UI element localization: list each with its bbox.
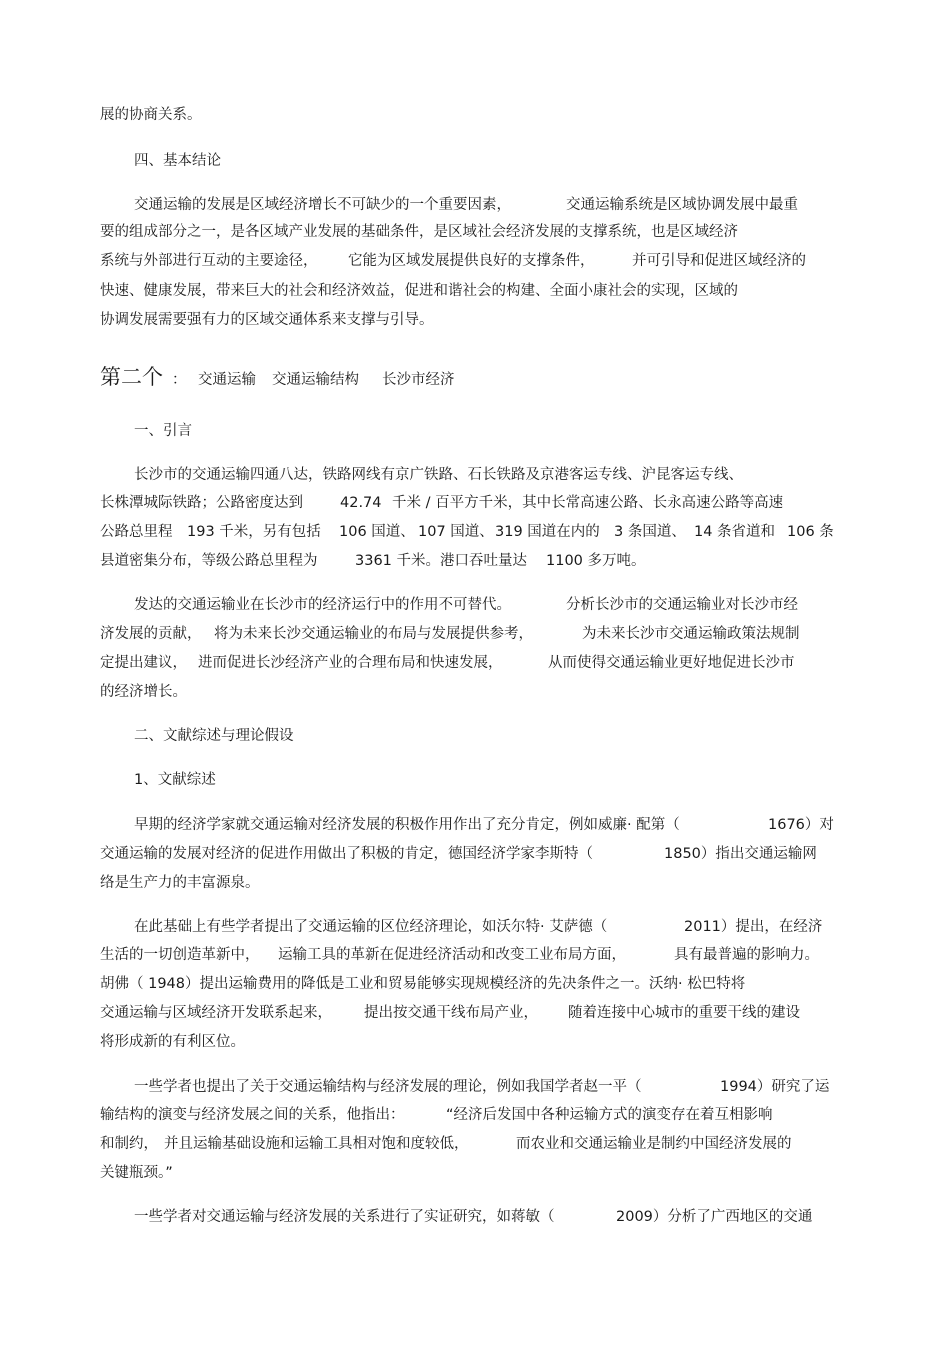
text-segment: 具有最普遍的影响力。 [674, 947, 819, 963]
text-segment: 一些学者也提出了关于交通运输结构与经济发展的理论，例如我国学者赵一平（ [134, 1079, 642, 1095]
text-segment: 319 国道在内的 [495, 524, 600, 540]
text-segment: 随着连接中心城市的重要干线的建设 [568, 1005, 800, 1021]
text-segment: “经济后发国中各种运输方式的演变存在着互相影响 [446, 1107, 773, 1123]
keyword: 交通运输 [198, 372, 256, 388]
keyword: 长沙市经济 [382, 372, 455, 388]
text-segment: 定提出建议， [100, 655, 187, 671]
text-segment: 为未来长沙市交通运输政策法规制 [582, 626, 800, 642]
text-segment: 长株潭城际铁路；公路密度达到 [100, 495, 303, 511]
text-segment: 提出按交通干线布局产业， [364, 1005, 538, 1021]
keyword: 交通运输结构 [272, 372, 359, 388]
text-segment: 千米 / 百平方千米，其中长常高速公路、长永高速公路等高速 [392, 495, 784, 511]
text-segment: 2009）分析了广西地区的交通 [616, 1209, 813, 1225]
text-segment: 进而促进长沙经济产业的合理布局和快速发展， [198, 655, 503, 671]
text-segment: 协调发展需要强有力的区域交通体系来支撑与引导。 [100, 312, 434, 328]
text-segment: 3361 千米。港口吞吐量达 [355, 553, 528, 569]
text-segment: 193 千米，另有包括 [187, 524, 321, 540]
text-segment: 早期的经济学家就交通运输对经济发展的积极作用作出了充分肯定，例如威廉· 配第（ [134, 817, 680, 833]
text-segment: 络是生产力的丰富源泉。 [100, 875, 260, 891]
text-segment: 快速、健康发展，带来巨大的社会和经济效益，促进和谐社会的构建、全面小康社会的实现，区域的 [100, 283, 738, 299]
text-segment: 一些学者对交通运输与经济发展的关系进行了实证研究，如蒋敏（ [134, 1209, 555, 1225]
text-segment: 1676）对 [768, 817, 834, 833]
text-segment: 1100 多万吨。 [546, 553, 646, 569]
text-segment: 1994）研究了运 [720, 1079, 830, 1095]
text-segment: 交通运输的发展对经济的促进作用做出了积极的肯定，德国经济学家李斯特（ [100, 846, 593, 862]
text-segment: 1850）指出交通运输网 [664, 846, 817, 862]
text-segment: 要的组成部分之一，是各区域产业发展的基础条件，是区域社会经济发展的支撑系统，也是区域经济 [100, 224, 738, 240]
title-colon: ： [172, 372, 187, 388]
heading-text: 1、文献综述 [134, 772, 216, 788]
heading-text: 四、基本结论 [134, 153, 221, 169]
text-segment: 它能为区域发展提供良好的支撑条件， [348, 253, 595, 269]
text-segment: 在此基础上有些学者提出了交通运输的区位经济理论，如沃尔特· 艾萨德（ [134, 919, 608, 935]
text-segment: 分析长沙市的交通运输业对长沙市经 [566, 597, 798, 613]
text-segment: 运输工具的革新在促进经济活动和改变工业布局方面， [278, 947, 626, 963]
title-text: 第二个 [100, 365, 163, 389]
text-segment: 2011）提出，在经济 [684, 919, 823, 935]
text-segment: 3 条国道、 [614, 524, 686, 540]
text-segment: 和制约， [100, 1136, 158, 1152]
text-segment: 从而使得交通运输业更好地促进长沙市 [548, 655, 795, 671]
text-segment: 系统与外部进行互动的主要途径， [100, 253, 318, 269]
text-segment: 县道密集分布，等级公路总里程为 [100, 553, 318, 569]
text-segment: 的经济增长。 [100, 684, 187, 700]
heading-text: 二、文献综述与理论假设 [134, 728, 294, 744]
heading-text: 一、引言 [134, 423, 192, 439]
text-segment: 交通运输与区域经济开发联系起来， [100, 1005, 332, 1021]
text-segment: 关键瓶颈。” [100, 1165, 173, 1181]
text-segment: 将形成新的有利区位。 [100, 1034, 245, 1050]
text-segment: 106 条 [787, 524, 834, 540]
text-segment: 交通运输系统是区域协调发展中最重 [566, 197, 798, 213]
text-segment: 并且运输基础设施和运输工具相对饱和度较低， [164, 1136, 469, 1152]
text-segment: 42.74 [340, 495, 382, 511]
text-segment: 发达的交通运输业在长沙市的经济运行中的作用不可替代。 [134, 597, 511, 613]
text-segment: 而农业和交通运输业是制约中国经济发展的 [516, 1136, 792, 1152]
text-segment: 公路总里程 [100, 524, 173, 540]
text-segment: 将为未来长沙交通运输业的布局与发展提供参考， [214, 626, 533, 642]
text-segment: 济发展的贡献， [100, 626, 202, 642]
text-segment: 长沙市的交通运输四通八达，铁路网线有京广铁路、石长铁路及京港客运专线、沪昆客运专线、 [134, 467, 743, 483]
text-segment: 输结构的演变与经济发展之间的关系，他指出： [100, 1107, 405, 1123]
text-segment: 生活的一切创造革新中， [100, 947, 260, 963]
text-segment: 展的协商关系。 [100, 107, 202, 123]
text-segment: 胡佛（ 1948）提出运输费用的降低是工业和贸易能够实现规模经济的先决条件之一。沃纳· 松巴特将 [100, 976, 746, 992]
text-segment: 14 条省道和 [694, 524, 776, 540]
text-segment: 并可引导和促进区域经济的 [632, 253, 806, 269]
text-segment: 交通运输的发展是区域经济增长不可缺少的一个重要因素， [134, 197, 511, 213]
text-segment: 107 国道、 [418, 524, 494, 540]
text-segment: 106 国道、 [339, 524, 415, 540]
